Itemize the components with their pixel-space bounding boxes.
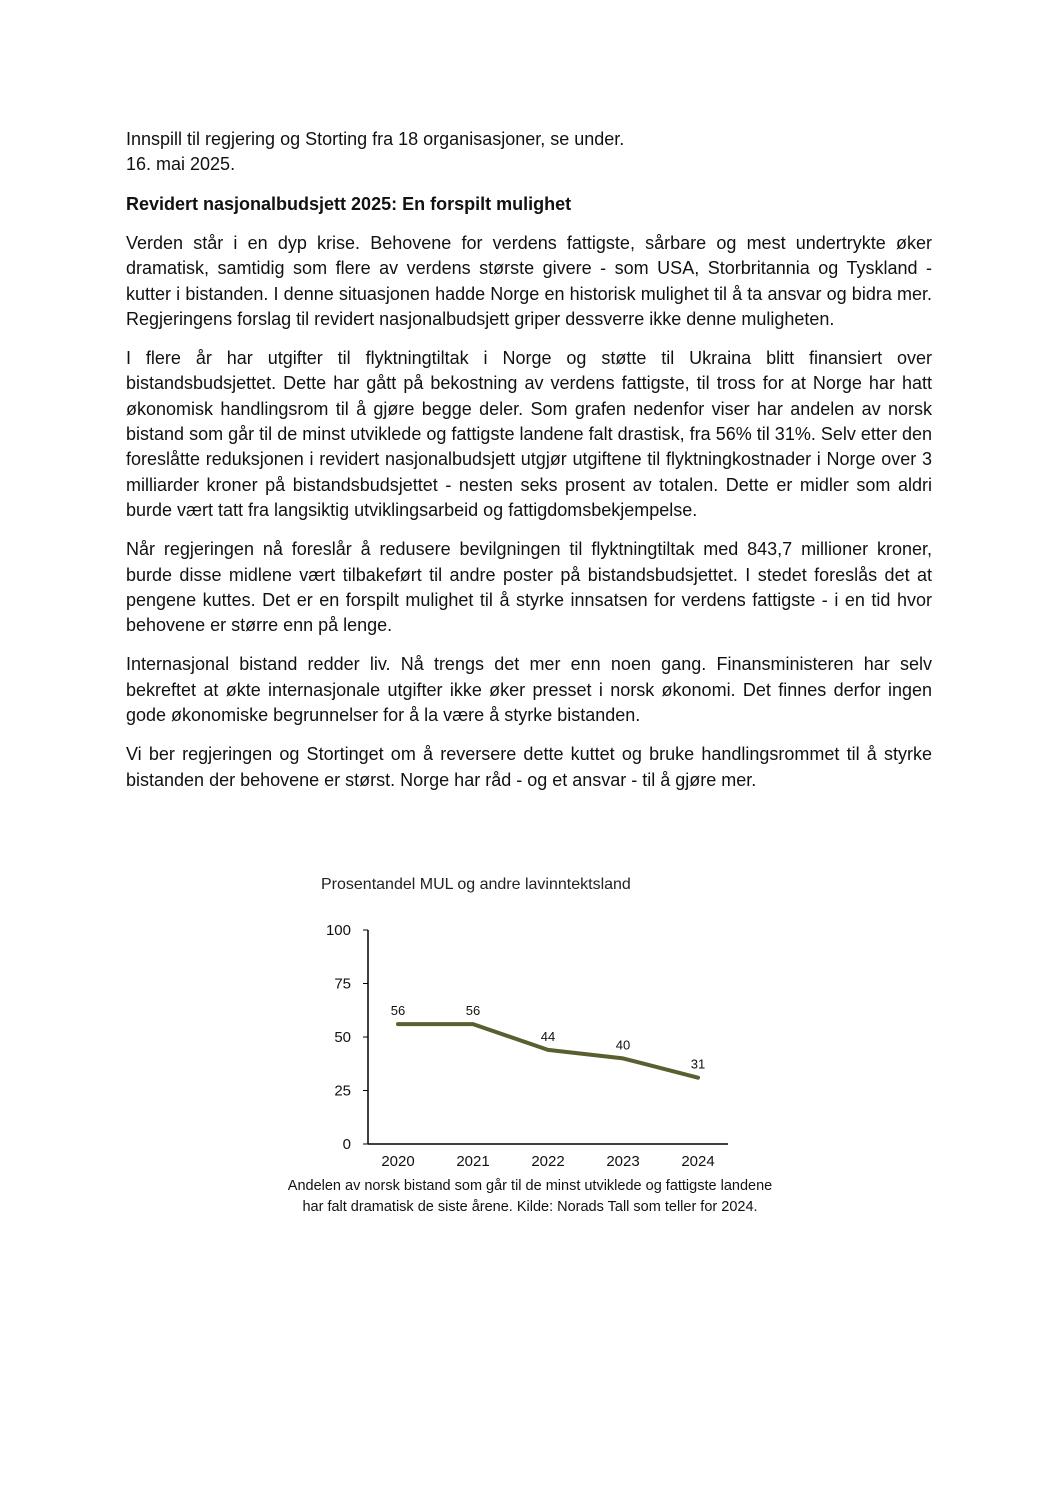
paragraph: Når regjeringen nå foreslår å redusere bevilgningen til flyktningtiltak med 843,7 millioner kroner, burde disse midlene vært tilbakeført til andre poster på bistandsbudsjettet. I stedet foreslås det at pengene kuttes. Det er en forspilt mulighet til å styrke innsatsen for verdens fattigste - i en tid hvor behovene er større enn på lenge.	[126, 539, 932, 636]
intro-line: Innspill til regjering og Storting fra 18 organisasjoner, se under.	[126, 129, 625, 149]
chart-caption	[260, 1176, 800, 1218]
x-tick-label: 2020	[381, 1153, 415, 1170]
paragraph: I flere år har utgifter til flyktningtiltak i Norge og støtte til Ukraina blitt finansiert over bistandsbudsjettet. Dette har gått på bekostning av verdens fattigste, til tross for at Norge har hatt økonomisk handlingsrom til å gjøre begge deler. Som grafen nedenfor viser har andelen av norsk bistand som går til de minst utviklede og fattigste landene falt drastisk, fra 56% til 31%. Selv etter den foreslåtte reduksjonen i revidert nasjonalbudsjett utgjør utgiftene til flyktningkostnader i Norge over 3 milliarder kroner på bistandsbudsjettet - nesten seks prosent av totalen. Dette er midler som aldri burde vært tatt fra langsiktig utviklingsarbeid og fattigdomsbekjempelse.	[126, 348, 932, 520]
data-label: 44	[540, 1028, 556, 1044]
y-tick-label: 25	[334, 1082, 351, 1100]
paragraph: Vi ber regjeringen og Stortinget om å reversere dette kuttet og bruke handlingsrommet til å styrke bistanden der behovene er størst. Norge har råd - og et ansvar - til å gjøre mer.	[126, 744, 932, 790]
data-point	[473, 1024, 474, 1025]
data-point	[623, 1058, 624, 1059]
y-tick-label: 100	[325, 922, 351, 939]
caption-line: Andelen av norsk bistand som går til de minst utviklede og fattigste landene	[287, 1178, 773, 1194]
document-headline: Revidert nasjonalbudsjett 2025: En forspilt mulighet	[126, 194, 572, 214]
data-point	[698, 1077, 699, 1078]
x-tick-label: 2021	[456, 1153, 490, 1170]
date-line: 16. mai 2025.	[126, 154, 236, 174]
data-label: 56	[390, 1003, 406, 1019]
data-label: 31	[690, 1056, 706, 1072]
data-label: 40	[615, 1037, 631, 1053]
y-tick-label: 0	[342, 1136, 351, 1153]
data-label: 56	[465, 1003, 481, 1019]
paragraph: Verden står i en dyp krise. Behovene for verdens fattigste, sårbare og mest undertrykte øker dramatisk, samtidig som flere av verdens største givere - som USA, Storbritannia og Tyskland - kutter i bistanden. I denne situasjonen hadde Norge en historisk mulighet til å ta ansvar og bidra mer. Regjeringens forslag til revidert nasjonalbudsjett griper dessverre ikke denne muligheten.	[126, 233, 932, 329]
data-point	[548, 1049, 549, 1050]
y-tick-label: 50	[334, 1029, 351, 1046]
data-point	[398, 1024, 399, 1025]
document-body	[126, 127, 932, 807]
chart-title: Prosentandel MUL og andre lavinntektsland	[321, 876, 631, 893]
x-tick-label: 2024	[681, 1153, 715, 1170]
line-chart	[260, 870, 800, 1170]
x-tick-label: 2022	[531, 1153, 565, 1170]
y-tick-label: 75	[334, 975, 351, 993]
x-tick-label: 2023	[606, 1153, 640, 1170]
paragraph: Internasjonal bistand redder liv. Nå trengs det mer enn noen gang. Finansministeren har selv bekreftet at økte internasjonale utgifter ikke øker presset i norsk økonomi. Det finnes derfor ingen gode økonomiske begrunnelser for å la være å styrke bistanden.	[126, 654, 932, 726]
caption-line: har falt dramatisk de siste årene. Kilde: Norads Tall som teller for 2024.	[302, 1199, 758, 1215]
